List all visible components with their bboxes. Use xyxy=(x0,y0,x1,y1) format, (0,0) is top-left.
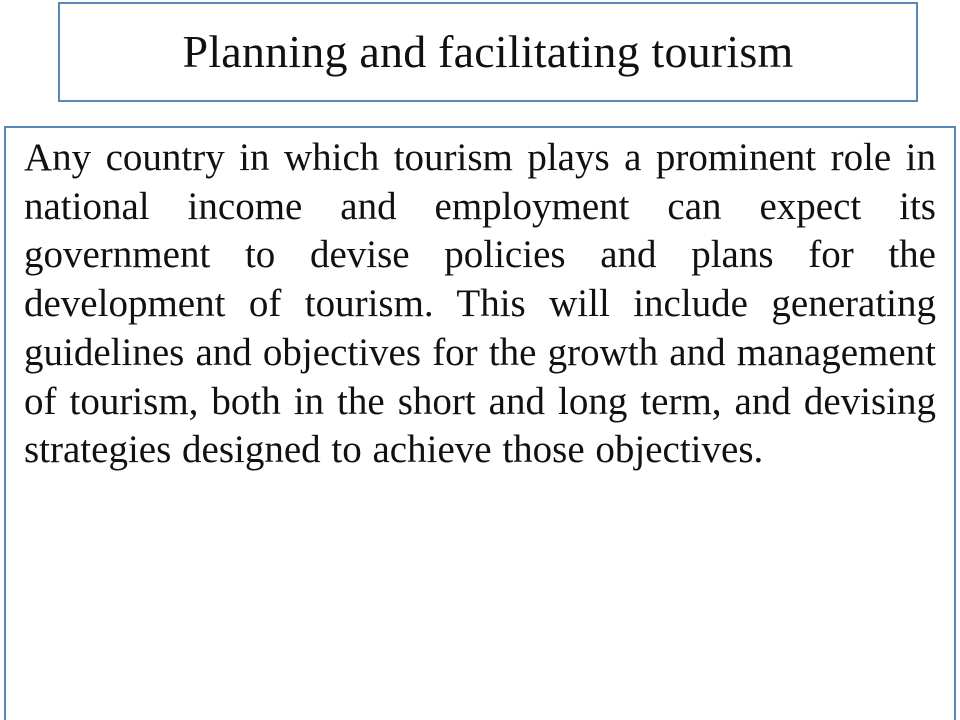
title-box xyxy=(58,2,918,102)
body-paragraph: Any country in which tourism plays a prominent role in national income and employment can expect its government to devise policies and plans for the development of tourism. This will include generating guidelines and objectives for the growth and management of tourism, both in the short and long term, and devising strategies designed to achieve those objectives. xyxy=(24,136,936,472)
slide-title: Planning and facilitating tourism xyxy=(182,26,794,77)
body-box xyxy=(4,126,956,720)
